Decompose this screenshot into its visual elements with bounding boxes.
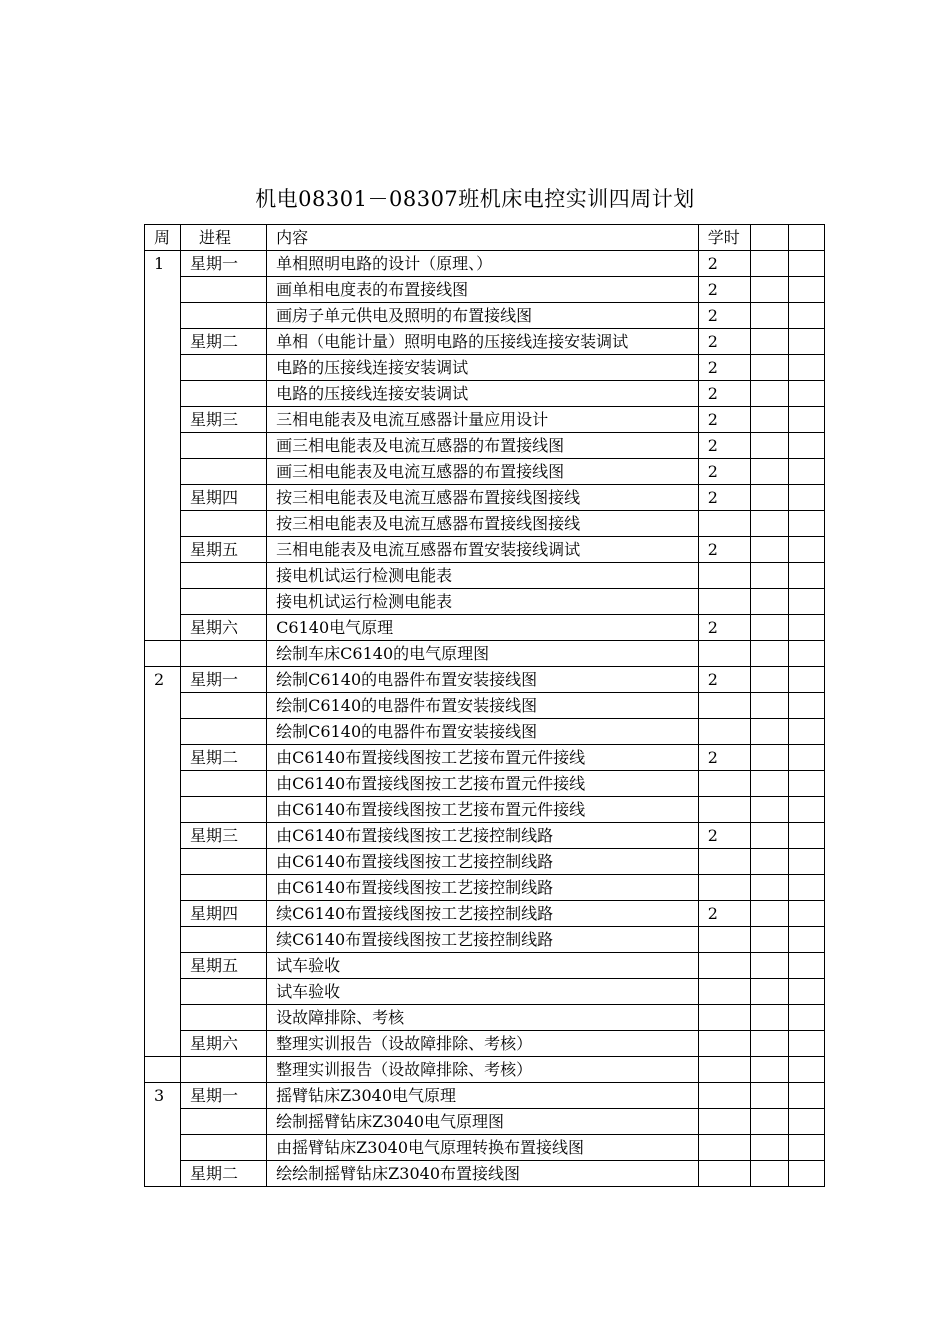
hours-cell: 2 <box>698 537 750 563</box>
table-row <box>145 693 825 719</box>
table-row <box>145 1135 825 1161</box>
extra-cell-1 <box>750 1005 788 1031</box>
extra-cell-2 <box>788 1031 824 1057</box>
content-cell: 绘制车床C6140的电气原理图 <box>267 641 699 667</box>
hours-cell <box>698 693 750 719</box>
extra-cell-2 <box>788 719 824 745</box>
hours-cell <box>698 953 750 979</box>
content-cell: 单相照明电路的设计（原理、） <box>267 251 699 277</box>
table-row <box>145 381 825 407</box>
hours-cell: 2 <box>698 745 750 771</box>
content-cell: 按三相电能表及电流互感器布置接线图接线 <box>267 485 699 511</box>
table-row <box>145 563 825 589</box>
extra-cell-1 <box>750 251 788 277</box>
progress-cell <box>181 563 267 589</box>
extra-cell-2 <box>788 303 824 329</box>
hours-cell <box>698 589 750 615</box>
progress-cell: 星期四 <box>181 901 267 927</box>
progress-cell <box>181 433 267 459</box>
table-row <box>145 251 825 277</box>
content-cell: 续C6140布置接线图按工艺接控制线路 <box>267 901 699 927</box>
progress-cell <box>181 355 267 381</box>
hours-cell: 2 <box>698 329 750 355</box>
content-cell: 画三相电能表及电流互感器的布置接线图 <box>267 459 699 485</box>
progress-cell <box>181 875 267 901</box>
extra-cell-1 <box>750 979 788 1005</box>
table-row <box>145 927 825 953</box>
hours-cell: 2 <box>698 407 750 433</box>
content-cell: 由C6140布置接线图按工艺接控制线路 <box>267 849 699 875</box>
schedule-body <box>145 251 825 1187</box>
content-cell: 绘制C6140的电器件布置安装接线图 <box>267 719 699 745</box>
extra-cell-1 <box>750 485 788 511</box>
extra-cell-1 <box>750 615 788 641</box>
hours-cell: 2 <box>698 615 750 641</box>
progress-cell: 星期一 <box>181 1083 267 1109</box>
extra-cell-1 <box>750 511 788 537</box>
content-cell: 试车验收 <box>267 953 699 979</box>
schedule-table <box>144 224 825 1187</box>
progress-cell <box>181 589 267 615</box>
hours-cell <box>698 1109 750 1135</box>
content-cell: 由C6140布置接线图按工艺接布置元件接线 <box>267 771 699 797</box>
content-cell: 整理实训报告（设故障排除、考核） <box>267 1057 699 1083</box>
extra-cell-1 <box>750 355 788 381</box>
week-cell <box>145 1057 181 1083</box>
extra-cell-1 <box>750 745 788 771</box>
extra-cell-1 <box>750 1031 788 1057</box>
progress-cell: 星期二 <box>181 329 267 355</box>
progress-cell: 星期六 <box>181 1031 267 1057</box>
hours-cell <box>698 875 750 901</box>
extra-cell-1 <box>750 927 788 953</box>
extra-cell-2 <box>788 277 824 303</box>
table-row <box>145 537 825 563</box>
extra-cell-1 <box>750 329 788 355</box>
extra-cell-2 <box>788 979 824 1005</box>
extra-cell-1 <box>750 641 788 667</box>
content-cell: 画三相电能表及电流互感器的布置接线图 <box>267 433 699 459</box>
progress-cell: 星期四 <box>181 485 267 511</box>
extra-cell-2 <box>788 849 824 875</box>
table-row <box>145 1031 825 1057</box>
extra-cell-2 <box>788 771 824 797</box>
extra-cell-2 <box>788 537 824 563</box>
progress-cell: 星期五 <box>181 953 267 979</box>
hours-cell <box>698 927 750 953</box>
extra-cell-1 <box>750 407 788 433</box>
table-row <box>145 303 825 329</box>
extra-cell-2 <box>788 797 824 823</box>
extra-cell-1 <box>750 771 788 797</box>
content-cell: 由C6140布置接线图按工艺接布置元件接线 <box>267 745 699 771</box>
progress-cell <box>181 979 267 1005</box>
content-cell: 试车验收 <box>267 979 699 1005</box>
extra-cell-1 <box>750 303 788 329</box>
content-cell: 按三相电能表及电流互感器布置接线图接线 <box>267 511 699 537</box>
progress-cell <box>181 719 267 745</box>
table-row <box>145 979 825 1005</box>
table-row <box>145 1083 825 1109</box>
content-cell: 画房子单元供电及照明的布置接线图 <box>267 303 699 329</box>
hours-cell <box>698 771 750 797</box>
hours-cell <box>698 1135 750 1161</box>
content-cell: 电路的压接线连接安装调试 <box>267 355 699 381</box>
table-row <box>145 641 825 667</box>
content-cell: 由C6140布置接线图按工艺接控制线路 <box>267 823 699 849</box>
progress-cell <box>181 277 267 303</box>
table-row <box>145 771 825 797</box>
week-cell: 2 <box>145 667 181 1057</box>
progress-cell: 星期二 <box>181 1161 267 1187</box>
content-cell: 接电机试运行检测电能表 <box>267 563 699 589</box>
extra-cell-2 <box>788 693 824 719</box>
hours-cell: 2 <box>698 355 750 381</box>
hours-cell <box>698 1161 750 1187</box>
hours-cell: 2 <box>698 823 750 849</box>
content-cell: 画单相电度表的布置接线图 <box>267 277 699 303</box>
document-title: 机电08301－08307班机床电控实训四周计划 <box>255 187 695 211</box>
extra-cell-2 <box>788 355 824 381</box>
extra-cell-2 <box>788 381 824 407</box>
extra-cell-1 <box>750 849 788 875</box>
progress-cell <box>181 771 267 797</box>
extra-cell-1 <box>750 1083 788 1109</box>
extra-cell-2 <box>788 563 824 589</box>
extra-cell-2 <box>788 615 824 641</box>
table-row <box>145 1161 825 1187</box>
extra-cell-2 <box>788 875 824 901</box>
content-cell: 接电机试运行检测电能表 <box>267 589 699 615</box>
content-cell: 由摇臂钻床Z3040电气原理转换布置接线图 <box>267 1135 699 1161</box>
extra-cell-2 <box>788 1135 824 1161</box>
extra-cell-1 <box>750 693 788 719</box>
extra-cell-1 <box>750 719 788 745</box>
extra-cell-2 <box>788 407 824 433</box>
hours-cell: 2 <box>698 901 750 927</box>
extra-cell-1 <box>750 589 788 615</box>
table-row <box>145 407 825 433</box>
table-row <box>145 849 825 875</box>
extra-cell-2 <box>788 251 824 277</box>
extra-cell-1 <box>750 953 788 979</box>
hours-cell <box>698 1005 750 1031</box>
progress-cell <box>181 381 267 407</box>
extra-cell-1 <box>750 667 788 693</box>
hours-cell <box>698 641 750 667</box>
extra-cell-2 <box>788 667 824 693</box>
content-cell: 整理实训报告（设故障排除、考核） <box>267 1031 699 1057</box>
extra-cell-1 <box>750 901 788 927</box>
week-cell: 3 <box>145 1083 181 1187</box>
hours-cell: 2 <box>698 381 750 407</box>
table-row <box>145 277 825 303</box>
week-cell: 1 <box>145 251 181 641</box>
table-row <box>145 745 825 771</box>
hours-cell <box>698 563 750 589</box>
progress-cell <box>181 849 267 875</box>
table-row <box>145 329 825 355</box>
header-extra-1 <box>750 225 788 251</box>
table-row <box>145 615 825 641</box>
extra-cell-2 <box>788 329 824 355</box>
extra-cell-1 <box>750 459 788 485</box>
progress-cell: 星期六 <box>181 615 267 641</box>
header-extra-2 <box>788 225 824 251</box>
content-cell: 三相电能表及电流互感器布置安装接线调试 <box>267 537 699 563</box>
extra-cell-1 <box>750 875 788 901</box>
hours-cell: 2 <box>698 277 750 303</box>
header-progress: 进程 <box>181 225 267 251</box>
extra-cell-2 <box>788 641 824 667</box>
table-row <box>145 1057 825 1083</box>
extra-cell-2 <box>788 433 824 459</box>
content-cell: 绘绘制摇臂钻床Z3040布置接线图 <box>267 1161 699 1187</box>
hours-cell <box>698 979 750 1005</box>
table-row <box>145 823 825 849</box>
hours-cell <box>698 719 750 745</box>
table-row <box>145 875 825 901</box>
progress-cell <box>181 693 267 719</box>
extra-cell-2 <box>788 823 824 849</box>
progress-cell <box>181 797 267 823</box>
extra-cell-1 <box>750 797 788 823</box>
hours-cell <box>698 797 750 823</box>
table-row <box>145 1005 825 1031</box>
header-content: 内容 <box>267 225 699 251</box>
progress-cell: 星期二 <box>181 745 267 771</box>
hours-cell: 2 <box>698 459 750 485</box>
header-week: 周 <box>145 225 181 251</box>
content-cell: 续C6140布置接线图按工艺接控制线路 <box>267 927 699 953</box>
table-row <box>145 953 825 979</box>
table-row <box>145 667 825 693</box>
table-row <box>145 511 825 537</box>
content-cell: 由C6140布置接线图按工艺接布置元件接线 <box>267 797 699 823</box>
extra-cell-1 <box>750 1161 788 1187</box>
table-row <box>145 355 825 381</box>
extra-cell-2 <box>788 1083 824 1109</box>
table-row <box>145 719 825 745</box>
table-row <box>145 797 825 823</box>
extra-cell-2 <box>788 1109 824 1135</box>
progress-cell <box>181 1057 267 1083</box>
extra-cell-2 <box>788 589 824 615</box>
hours-cell <box>698 1083 750 1109</box>
extra-cell-2 <box>788 1005 824 1031</box>
content-cell: 绘制C6140的电器件布置安装接线图 <box>267 693 699 719</box>
hours-cell: 2 <box>698 251 750 277</box>
progress-cell: 星期三 <box>181 407 267 433</box>
progress-cell <box>181 927 267 953</box>
extra-cell-1 <box>750 1057 788 1083</box>
hours-cell: 2 <box>698 433 750 459</box>
progress-cell: 星期一 <box>181 667 267 693</box>
progress-cell <box>181 1135 267 1161</box>
content-cell: 三相电能表及电流互感器计量应用设计 <box>267 407 699 433</box>
table-row <box>145 485 825 511</box>
hours-cell: 2 <box>698 303 750 329</box>
extra-cell-2 <box>788 901 824 927</box>
extra-cell-2 <box>788 927 824 953</box>
content-cell: 绘制C6140的电器件布置安装接线图 <box>267 667 699 693</box>
content-cell: 设故障排除、考核 <box>267 1005 699 1031</box>
extra-cell-1 <box>750 1135 788 1161</box>
table-row <box>145 1109 825 1135</box>
hours-cell <box>698 849 750 875</box>
extra-cell-2 <box>788 1161 824 1187</box>
hours-cell: 2 <box>698 667 750 693</box>
progress-cell: 星期三 <box>181 823 267 849</box>
table-row <box>145 459 825 485</box>
extra-cell-1 <box>750 277 788 303</box>
table-row <box>145 589 825 615</box>
extra-cell-2 <box>788 745 824 771</box>
extra-cell-1 <box>750 563 788 589</box>
progress-cell <box>181 459 267 485</box>
extra-cell-1 <box>750 537 788 563</box>
hours-cell: 2 <box>698 485 750 511</box>
progress-cell <box>181 303 267 329</box>
extra-cell-1 <box>750 381 788 407</box>
extra-cell-1 <box>750 823 788 849</box>
hours-cell <box>698 511 750 537</box>
extra-cell-2 <box>788 459 824 485</box>
header-hours: 学时 <box>698 225 750 251</box>
extra-cell-2 <box>788 953 824 979</box>
table-row <box>145 433 825 459</box>
content-cell: 绘制摇臂钻床Z3040电气原理图 <box>267 1109 699 1135</box>
extra-cell-2 <box>788 485 824 511</box>
progress-cell <box>181 1109 267 1135</box>
content-cell: 电路的压接线连接安装调试 <box>267 381 699 407</box>
content-cell: 摇臂钻床Z3040电气原理 <box>267 1083 699 1109</box>
progress-cell: 星期五 <box>181 537 267 563</box>
week-cell <box>145 641 181 667</box>
progress-cell <box>181 1005 267 1031</box>
table-header-row <box>145 225 825 251</box>
progress-cell: 星期一 <box>181 251 267 277</box>
hours-cell <box>698 1031 750 1057</box>
content-cell: 由C6140布置接线图按工艺接控制线路 <box>267 875 699 901</box>
table-row <box>145 901 825 927</box>
content-cell: C6140电气原理 <box>267 615 699 641</box>
extra-cell-1 <box>750 433 788 459</box>
extra-cell-2 <box>788 511 824 537</box>
hours-cell <box>698 1057 750 1083</box>
progress-cell <box>181 511 267 537</box>
extra-cell-2 <box>788 1057 824 1083</box>
extra-cell-1 <box>750 1109 788 1135</box>
content-cell: 单相（电能计量）照明电路的压接线连接安装调试 <box>267 329 699 355</box>
progress-cell <box>181 641 267 667</box>
